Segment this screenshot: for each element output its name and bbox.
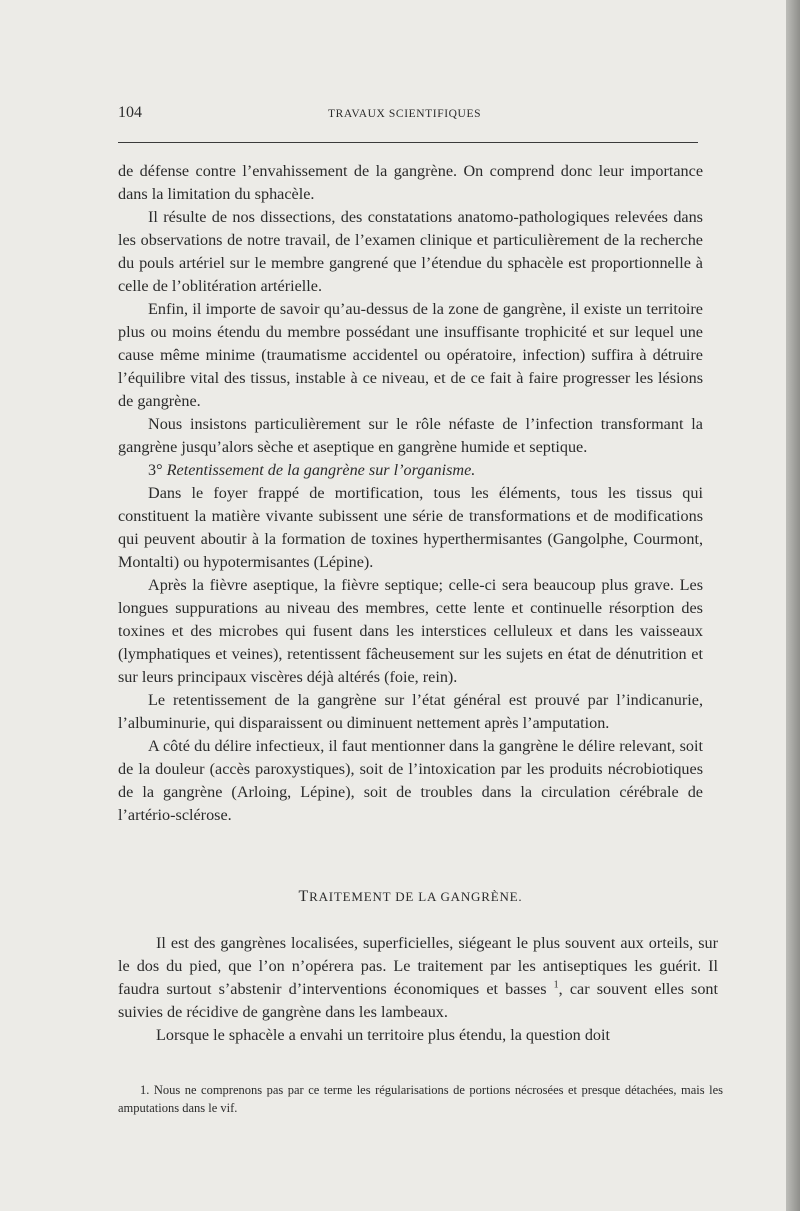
paragraph: Il résulte de nos dissections, des constatations anatomo-pathologiques relevées dans les observations de notre travail, de l’examen clinique et particulièrement de la recherche du pouls artériel sur le membre gangrené que l’étendue du sphacèle est proportionnelle à celle de l’oblitération artérielle. bbox=[118, 208, 703, 295]
header-rule bbox=[118, 142, 698, 143]
page-number: 104 bbox=[118, 104, 142, 121]
main-text bbox=[118, 160, 703, 827]
footnote-reference: 1 bbox=[553, 979, 559, 991]
section-title-rest: RAITEMENT DE LA GANGRÈNE. bbox=[309, 889, 523, 904]
paragraph: Après la fièvre aseptique, la fièvre septique; celle-ci sera beaucoup plus grave. Les longues suppurations au niveau des membres, cette lente et continuelle résorption des toxines et des microbes qui fusent dans les interstices celluleux et dans les vaisseaux (lymphatiques et veines), retentissent fâcheusement sur les sujets en état de dénutrition et sur leurs principaux viscères déjà altérés (foie, rein). bbox=[118, 576, 703, 686]
footnote-text bbox=[118, 1081, 723, 1117]
paragraph: A côté du délire infectieux, il faut mentionner dans la gangrène le délire relevant, soit de la douleur (accès paroxystiques), soit de l’intoxication par les produits nécrobiotiques de la gangrène (Arloing, Lépine), soit de troubles dans la circulation cérébrale de l’artério-sclérose. bbox=[118, 737, 703, 824]
paragraph-text: , car souvent elles sont suivies de récidive de gangrène dans les lambeaux. bbox=[118, 980, 719, 1021]
section-title bbox=[118, 888, 703, 906]
paragraph: Dans le foyer frappé de mortification, tous les éléments, tous les tissus qui constituent la matière vivante subissent une série de transformations et de modifications qui peuvent aboutir à la formation de toxines hyperthermisantes (Gangolphe, Courmont, Montalti) ou hypotermisantes (Lépine). bbox=[118, 484, 703, 571]
footnote-body: Nous ne comprenons pas par ce terme les régularisations de portions nécrosées et presque détachées, mais les amputations dans le vif. bbox=[118, 1083, 723, 1115]
subheading-title: Retentissement de la gangrène sur l’organisme. bbox=[166, 461, 476, 479]
paragraph: Lorsque le sphacèle a envahi un territoire plus étendu, la question doit bbox=[156, 1026, 611, 1044]
page-edge bbox=[786, 0, 800, 1211]
paragraph bbox=[118, 932, 718, 1024]
paragraph: Nous insistons particulièrement sur le rôle néfaste de l’infection transformant la gangrène jusqu’alors sèche et aseptique en gangrène humide et septique. bbox=[118, 415, 703, 456]
page-header bbox=[118, 104, 698, 130]
footnote-marker: 1. bbox=[140, 1083, 150, 1097]
section-title-initial: T bbox=[298, 888, 310, 905]
paragraph-text: Il est des gangrènes localisées, superficielles, siégeant le plus souvent aux orteils, sur le dos du pied, que l’on n’opérera pas. Le traitement par les antiseptiques les guérit. Il faudra surtout s’abstenir d’interventions économiques et basses bbox=[118, 934, 718, 998]
paragraph: Le retentissement de la gangrène sur l’état général est prouvé par l’indicanurie, l’albuminurie, qui disparaissent ou diminuent nettement après l’amputation. bbox=[118, 691, 703, 732]
subheading-number: 3° bbox=[148, 461, 163, 479]
section-text bbox=[118, 932, 718, 1047]
paragraph: de défense contre l’envahissement de la gangrène. On comprend donc leur importance dans la limitation du sphacèle. bbox=[118, 162, 703, 203]
subheading bbox=[118, 459, 703, 482]
paragraph: Enfin, il importe de savoir qu’au-dessus de la zone de gangrène, il existe un territoire plus ou moins étendu du membre possédant une insuffisante trophicité et sur lequel une cause même minime (traumatisme accidentel ou opératoire, infection) suffira à détruire l’équilibre vital des tissus, instable à ce niveau, et de ce fait à faire progresser les lésions de gangrène. bbox=[118, 300, 703, 410]
footnote bbox=[118, 1081, 723, 1117]
running-title: TRAVAUX SCIENTIFIQUES bbox=[328, 108, 482, 120]
